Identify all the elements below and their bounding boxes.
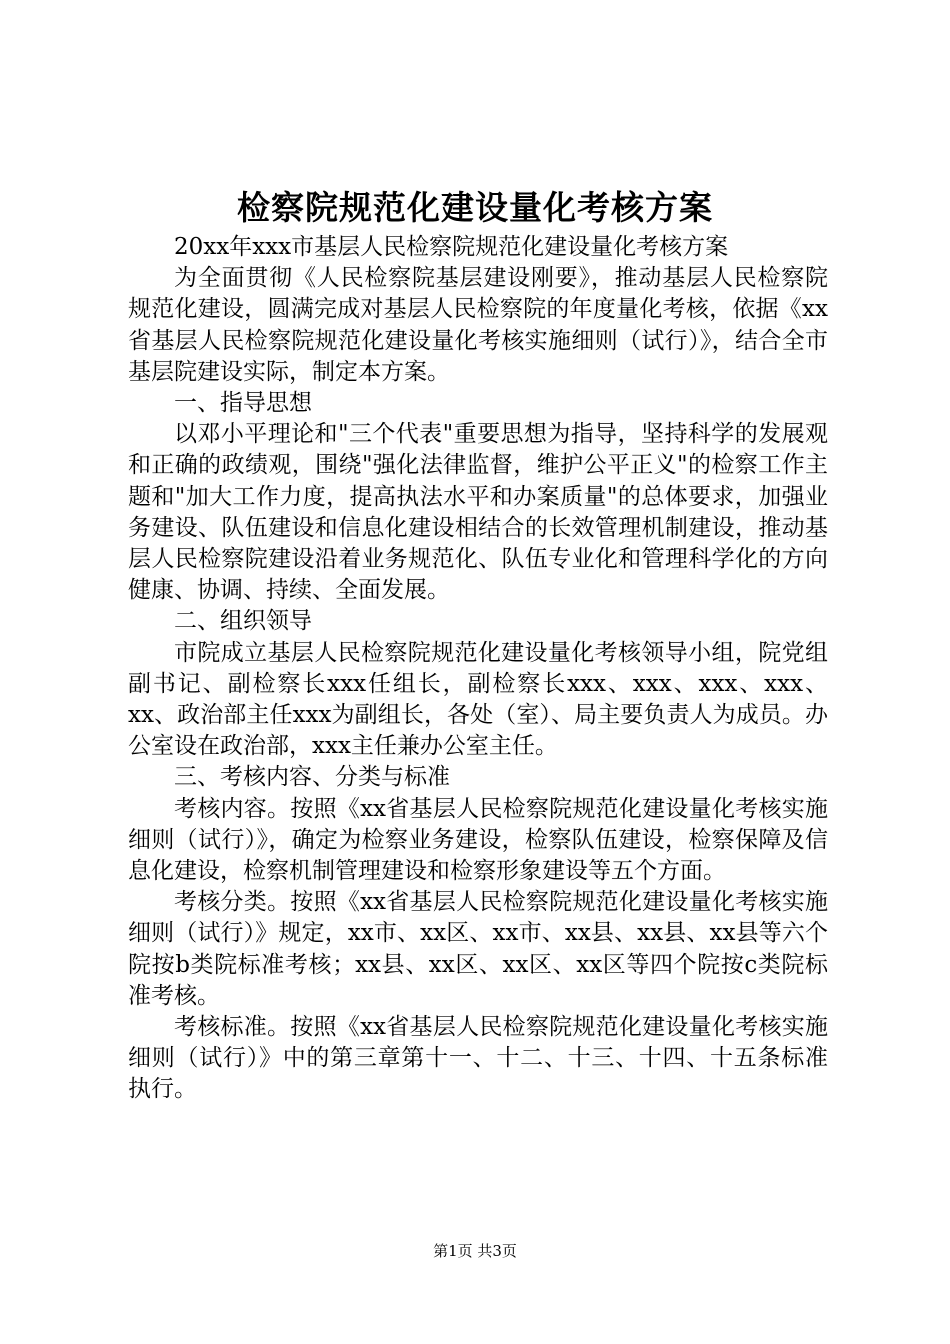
paragraph-organization: 市院成立基层人民检察院规范化建设量化考核领导小组，院党组副书记、副检察长xxx任组长，副检察长xxx、xxx、xxx、xxx、xx、政治部主任xxx为副组长，各处（室）、局主要负责人为成员。办公室设在政治部，xxx主任兼办公室主任。 bbox=[128, 639, 828, 760]
document-body bbox=[128, 232, 828, 1106]
section-heading-guiding-thought: 一、指导思想 bbox=[174, 390, 312, 417]
document-title: 检察院规范化建设量化考核方案 bbox=[237, 188, 713, 227]
paragraph-intro: 为全面贯彻《人民检察院基层建设刚要》，推动基层人民检察院规范化建设，圆满完成对基层人民检察院的年度量化考核，依据《xx省基层人民检察院规范化建设量化考核实施细则（试行）》，结合全市基层院建设实际，制定本方案。 bbox=[128, 265, 828, 385]
paragraph-assessment-standard: 考核标准。按照《xx省基层人民检察院规范化建设量化考核实施细则（试行）》中的第三章第十一、十二、十三、十四、十五条标准执行。 bbox=[128, 1014, 828, 1103]
section-heading-organization: 二、组织领导 bbox=[174, 608, 312, 635]
paragraph-assessment-content: 考核内容。按照《xx省基层人民检察院规范化建设量化考核实施细则（试行）》，确定为检察业务建设，检察队伍建设，检察保障及信息化建设，检察机制管理建设和检察形象建设等五个方面。 bbox=[128, 795, 828, 885]
section-heading-assessment: 三、考核内容、分类与标准 bbox=[174, 764, 450, 791]
paragraph-assessment-category: 考核分类。按照《xx省基层人民检察院规范化建设量化考核实施细则（试行）》规定，xx市、xx区、xx市、xx县、xx县、xx县等六个院按b类院标准考核；xx县、xx区、xx区、xx区等四个院按c类院标准考核。 bbox=[128, 889, 828, 1009]
paragraph-subtitle: 20xx年xxx市基层人民检察院规范化建设量化考核方案 bbox=[174, 234, 729, 260]
paragraph-guiding-thought: 以邓小平理论和"三个代表"重要思想为指导，坚持科学的发展观和正确的政绩观，围绕"强化法律监督，维护公平正义"的检察工作主题和"加大工作力度，提高执法水平和办案质量"的总体要求，加强业务建设、队伍建设和信息化建设相结合的长效管理机制建设，推动基层人民检察院建设沿着业务规范化、队伍专业化和管理科学化的方向健康、协调、持续、全面发展。 bbox=[128, 421, 828, 604]
page-footer: 第1页 共3页 bbox=[433, 1242, 517, 1260]
